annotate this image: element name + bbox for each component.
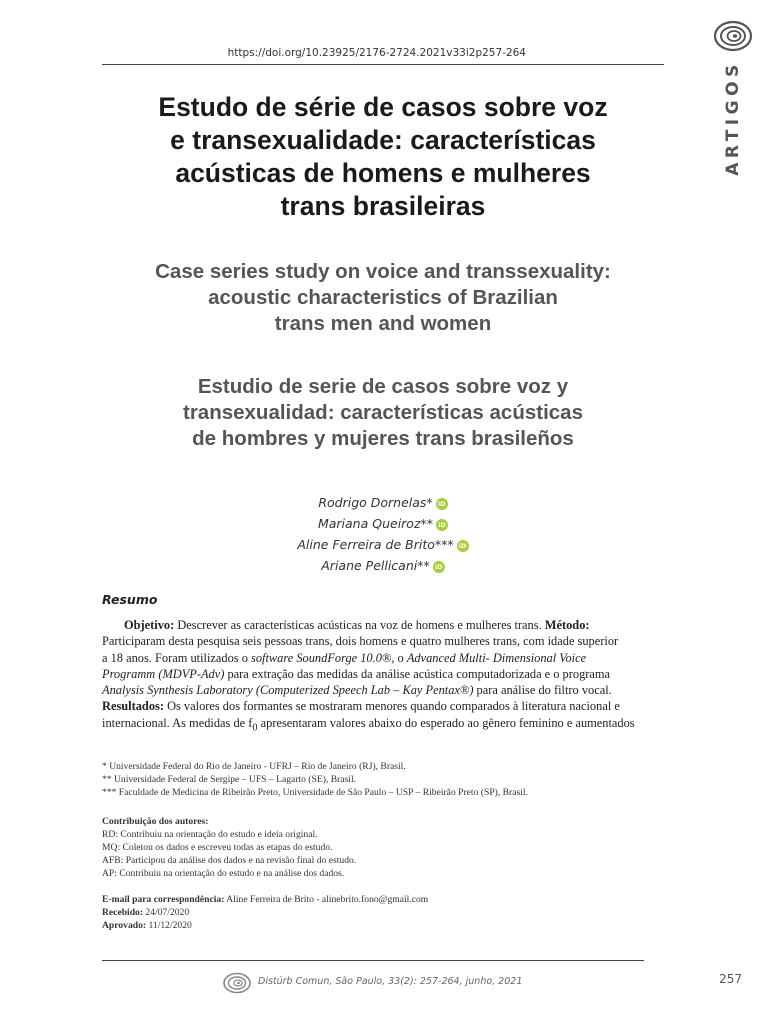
- f0-subscript: 0: [252, 722, 258, 734]
- abstract-text: , o: [391, 650, 407, 665]
- objetivo-text: Descrever as características acústicas na voz de homens e mulheres trans.: [174, 618, 545, 632]
- abstract-line: [102, 617, 644, 633]
- title-es-line: transexualidad: características acústicas: [183, 401, 583, 424]
- affiliation-item: ** Universidade Federal de Sergipe – UFS – Lagarto (SE), Brasil.: [102, 774, 357, 785]
- section-label: ARTIGOS: [723, 60, 743, 176]
- approved-label: Aprovado:: [102, 920, 147, 931]
- title-english: [102, 259, 664, 337]
- title-en-line: Case series study on voice and transsexuality:: [155, 260, 611, 283]
- abstract-text: Os valores dos formantes se mostraram menores quando comparados à literatura nacional e: [163, 699, 620, 714]
- abstract-body: [102, 617, 644, 737]
- journal-citation: Distúrb Comun, São Paulo, 33(2): 257-264, junho, 2021: [258, 976, 523, 987]
- contribution-item: RD: Contribuiu na orientação do estudo e ideia original.: [102, 829, 318, 840]
- affiliations: [102, 760, 662, 799]
- abstract-italic: software SoundForge 10.0®: [251, 650, 392, 665]
- spiral-logo-icon: [713, 20, 753, 52]
- approved-value: 11/12/2020: [146, 920, 192, 931]
- abstract-text: para análise do filtro vocal.: [473, 683, 612, 698]
- abstract-heading: Resumo: [102, 592, 158, 607]
- author-contributions: [102, 815, 662, 880]
- orcid-icon[interactable]: iD: [436, 498, 448, 510]
- abstract-italic: Analysis Synthesis Laboratory (Computerized Speech Lab – Kay Pentax®): [102, 683, 474, 698]
- contribution-item: MQ: Coletou os dados e escreveu todas as etapas do estudo.: [102, 842, 333, 853]
- author: [102, 555, 664, 576]
- abstract-line: [102, 650, 644, 666]
- affiliation-item: *** Faculdade de Medicina de Ribeirão Preto, Universidade de São Paulo – USP – Ribeirão Preto (SP), Brasil.: [102, 787, 528, 798]
- approved-date: [102, 919, 662, 932]
- abstract-line: [102, 698, 644, 714]
- author: [102, 492, 664, 513]
- title-pt-line: Estudo de série de casos sobre voz: [158, 92, 608, 122]
- author-name: Rodrigo Dornelas*: [318, 495, 433, 510]
- title-en-line: acoustic characteristics of Brazilian: [208, 286, 558, 309]
- email-label: E-mail para correspondência:: [102, 894, 225, 905]
- doi-link[interactable]: https://doi.org/10.23925/2176-2724.2021v33i2p257-264: [227, 47, 526, 59]
- affiliation-item: * Universidade Federal do Rio de Janeiro - UFRJ – Rio de Janeiro (RJ), Brasil.: [102, 761, 406, 772]
- author-name: Ariane Pellicani**: [321, 558, 430, 573]
- author-list: [102, 492, 664, 576]
- contributions-heading: Contribuição dos autores:: [102, 816, 209, 827]
- correspondence-email: [102, 893, 662, 906]
- abstract-text: a 18 anos. Foram utilizados o: [102, 650, 252, 665]
- title-spanish: [102, 374, 664, 452]
- page-number: 257: [719, 972, 742, 986]
- received-date: [102, 906, 662, 919]
- contribution-item: AFB: Participou da análise dos dados e na revisão final do estudo.: [102, 855, 357, 866]
- objetivo-label: Objetivo:: [124, 618, 175, 632]
- abstract-line: [102, 682, 644, 698]
- footer-divider: [102, 960, 644, 961]
- abstract-italic: Programm (MDVP-Adv): [102, 666, 225, 681]
- received-value: 24/07/2020: [143, 907, 190, 918]
- abstract-text: para extração das medidas da análise acústica computadorizada e o programa: [224, 666, 611, 681]
- abstract-text: apresentaram valores abaixo do esperado ao gênero feminino e aumentados: [257, 715, 635, 730]
- received-label: Recebido:: [102, 907, 144, 918]
- title-pt-line: trans brasileiras: [280, 191, 486, 221]
- abstract-italic: Advanced Multi- Dimensional Voice: [406, 650, 587, 665]
- abstract-text: internacional. As medidas de f: [102, 715, 253, 730]
- email-value[interactable]: Aline Ferreira de Brito - alinebrito.fono@gmail.com: [224, 894, 429, 905]
- author-name: Mariana Queiroz**: [317, 516, 434, 531]
- metodo-label: Método:: [544, 618, 590, 632]
- correspondence-block: [102, 893, 662, 932]
- header-divider: [102, 64, 664, 65]
- title-pt-line: acústicas de homens e mulheres: [175, 158, 591, 188]
- abstract-paragraph: [102, 617, 644, 633]
- author: [102, 513, 664, 534]
- title-es-line: de hombres y mujeres trans brasileños: [192, 427, 574, 450]
- author-name: Aline Ferreira de Brito***: [297, 537, 454, 552]
- orcid-icon[interactable]: iD: [436, 519, 448, 531]
- title-portuguese: [102, 91, 664, 223]
- author: [102, 534, 664, 555]
- title-pt-line: e transexualidade: características: [170, 125, 596, 155]
- title-en-line: trans men and women: [274, 312, 492, 335]
- abstract-line: [102, 666, 644, 682]
- abstract-line: Participaram desta pesquisa seis pessoas trans, dois homens e quatro mulheres trans, com idade superior: [102, 634, 619, 649]
- spiral-logo-icon: [222, 972, 252, 994]
- abstract-line: [102, 715, 644, 737]
- orcid-icon[interactable]: iD: [457, 540, 469, 552]
- resultados-label: Resultados:: [102, 699, 164, 714]
- contribution-item: AP: Contribuiu na orientação do estudo e na análise dos dados.: [102, 868, 345, 879]
- title-es-line: Estudio de serie de casos sobre voz y: [197, 375, 569, 398]
- orcid-icon[interactable]: iD: [433, 561, 445, 573]
